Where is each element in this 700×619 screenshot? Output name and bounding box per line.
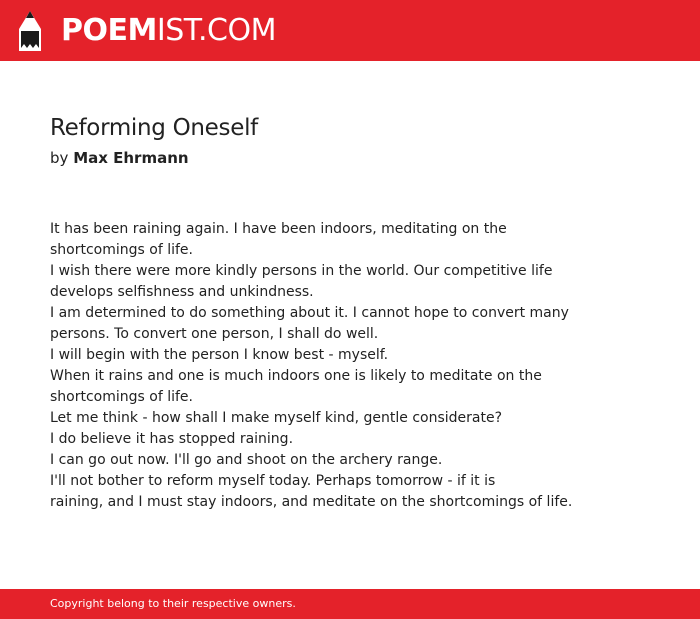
site-footer [0, 589, 700, 619]
copyright-text: Copyright belong to their respective owners. [50, 597, 296, 610]
brand-bold-text: POEM [61, 13, 157, 48]
poem-line: I do believe it has stopped raining. [50, 431, 294, 447]
poem-line: I'll not bother to reform myself today. Perhaps tomorrow - if it is [50, 473, 496, 489]
poem-byline [50, 149, 189, 167]
pencil-icon [18, 10, 42, 52]
poem-title: Reforming Oneself [50, 115, 258, 141]
author-name[interactable]: Max Ehrmann [73, 149, 189, 167]
poem-line: develops selfishness and unkindness. [50, 284, 314, 300]
by-label: by [50, 149, 69, 167]
poem-line: shortcomings of life. [50, 389, 193, 405]
site-header [0, 0, 700, 61]
poem-line: When it rains and one is much indoors one is likely to meditate on the [50, 368, 542, 384]
poem-line: I can go out now. I'll go and shoot on the archery range. [50, 452, 443, 468]
site-logo-link[interactable] [18, 10, 276, 52]
poem-line: raining, and I must stay indoors, and meditate on the shortcomings of life. [50, 494, 573, 510]
poem-line: I wish there were more kindly persons in the world. Our competitive life [50, 263, 553, 279]
poem-body [50, 219, 670, 513]
poem-line: Let me think - how shall I make myself kind, gentle considerate? [50, 410, 503, 426]
poem-line: persons. To convert one person, I shall do well. [50, 326, 379, 342]
poem-line: I am determined to do something about it. I cannot hope to convert many [50, 305, 569, 321]
poem-line: shortcomings of life. [50, 242, 193, 258]
site-brand [61, 10, 276, 52]
poem-line: I will begin with the person I know best - myself. [50, 347, 389, 363]
poem-line: It has been raining again. I have been indoors, meditating on the [50, 221, 507, 237]
brand-light-text: IST.COM [156, 13, 276, 48]
